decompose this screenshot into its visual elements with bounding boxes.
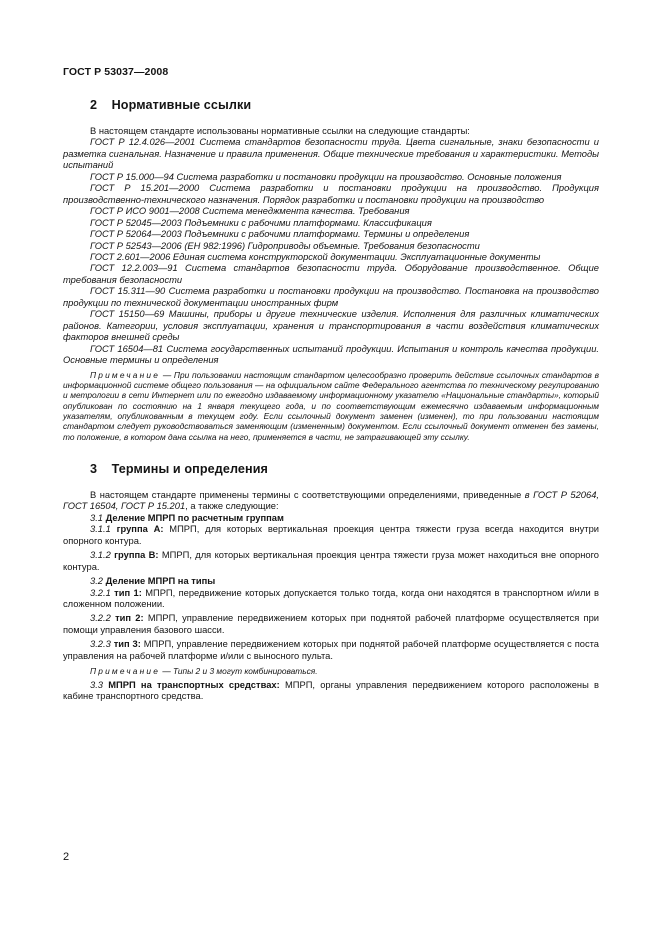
note-label: Примечание <box>90 369 161 380</box>
section-3-intro <box>63 490 599 513</box>
term-name: Деление МПРП на типы <box>105 576 216 587</box>
reference-item: ГОСТ Р 15.201—2000 Система разработки и постановки продукции на производство. Продукция производственно-технического назначения. Порядок разработки и постановки продукции на производство <box>63 183 599 205</box>
term-definition: МПРП, для которых вертикальная проекция центра тяжести груза всегда находится внутри опорного контура. <box>63 524 599 546</box>
note-label: Примечание <box>90 666 161 677</box>
note-text: — Типы 2 и 3 могут комбинироваться. <box>160 666 318 677</box>
section-3-heading <box>90 462 599 476</box>
term-number: 3.1 <box>90 512 103 523</box>
term-number: 3.3 <box>90 679 103 690</box>
section-3 <box>63 462 599 703</box>
term-number: 3.2.1 <box>90 587 111 598</box>
term-item <box>63 588 599 611</box>
note-text: — При пользовании настоящим стандартом целесообразно проверить действие ссылочных стандартов в информационной системе общего пользования — на официальном сайте Федерального агентства по техническому регулированию и метрологии в сети Интернет или по ежегодно издаваемому информационному указателю «Национальные стандарты», который опубликован по состоянию на 1 января текущего года, и по соответствующим ежемесячно издаваемым информационным указателям, опубликованным в текущем году. Если ссылочный документ заменен (изменен), то при пользовании настоящим стандартом следует руководствоваться заменяющим (измененным) документом. Если ссылочный документ отменен без замены, то положение, в котором дана ссылка на него, применяется в части, не затрагивающей эту ссылку. <box>63 369 599 442</box>
reference-item: ГОСТ 16504—81 Система государственных испытаний продукции. Испытания и контроль качества продукции. Основные термины и определения <box>63 343 599 366</box>
term-item <box>63 576 599 587</box>
reference-item: ГОСТ Р 12.4.026—2001 Система стандартов безопасности труда. Цвета сигнальные, знаки безопасности и разметка сигнальная. Назначение и правила применения. Общие технические требования и характеристики. Методы испытаний <box>63 137 599 171</box>
section-2-intro: В настоящем стандарте использованы нормативные ссылки на следующие стандарты: <box>90 126 470 136</box>
page-content <box>63 98 599 703</box>
section-2-note <box>63 370 599 442</box>
term-name: тип 1: <box>114 587 142 598</box>
term-item <box>63 550 599 573</box>
term-name: тип 3: <box>113 639 141 650</box>
intro-start: В настоящем стандарте применены термины с соответствующими определениями, приведенные <box>90 489 525 500</box>
section-2-number: 2 <box>90 98 98 112</box>
term-item <box>63 513 599 524</box>
reference-item: ГОСТ Р 52064—2003 Подъемники с рабочими платформами. Термины и определения <box>90 229 470 240</box>
reference-item: ГОСТ Р 52543—2006 (ЕН 982:1996) Гидроприводы объемные. Требования безопасности <box>90 240 480 251</box>
section-3-title: Термины и определения <box>111 461 268 476</box>
document-code-header: ГОСТ Р 53037—2008 <box>63 66 169 78</box>
reference-item: ГОСТ 12.2.003—91 Система стандартов безопасности труда. Оборудование производственное. Общие требования безопасности <box>63 263 599 285</box>
term-number: 3.2 <box>90 576 103 587</box>
term-number: 3.1.1 <box>90 524 111 535</box>
term-item <box>63 613 599 636</box>
term-number: 3.1.2 <box>90 550 111 561</box>
section-3-number: 3 <box>90 461 98 476</box>
reference-item: ГОСТ Р 52045—2003 Подъемники с рабочими платформами. Классификация <box>90 217 432 228</box>
intro-end: , а также следующие: <box>185 501 279 512</box>
reference-item: ГОСТ 2.601—2006 Единая система конструкторской документации. Эксплуатационные документы <box>90 251 541 262</box>
term-item <box>63 524 599 547</box>
term-name: группа А: <box>116 524 164 535</box>
term-name: группа В: <box>114 550 159 561</box>
term-number: 3.2.2 <box>90 613 111 624</box>
section-3-note <box>63 666 599 676</box>
section-2-heading <box>90 98 599 112</box>
reference-item: ГОСТ 15.311—90 Система разработки и постановки продукции на производство. Постановка на производство продукции по технической документации иностранных фирм <box>63 286 599 308</box>
term-definition: МПРП, для которых вертикальная проекция центра тяжести груза может находиться вне опорного контура. <box>63 550 599 572</box>
reference-item: ГОСТ 15150—69 Машины, приборы и другие технические изделия. Исполнения для различных климатических районов. Категории, условия эксплуатации, хранения и транспортирования в части воздействия климатических факторов внешней среды <box>63 309 599 343</box>
section-2-title: Нормативные ссылки <box>111 98 252 112</box>
term-definition: МПРП, управление передвижением которых при поднятой рабочей платформе осуществляется при помощи управления базового шасси. <box>63 613 600 635</box>
term-name: Деление МПРП по расчетным группам <box>105 512 284 523</box>
term-name: МПРП на транспортных средствах: <box>108 679 280 690</box>
term-definition: МПРП, органы управления передвижением которого расположены в кабине транспортного средства. <box>63 679 599 702</box>
intro-refs: в ГОСТ Р 52064, ГОСТ 16504, ГОСТ Р 15.201 <box>63 489 599 512</box>
term-number: 3.2.3 <box>90 639 111 650</box>
term-item <box>63 680 599 703</box>
term-definition: МПРП, передвижение которых допускается только тогда, когда они находятся в транспортном и/или в сложенном положении. <box>63 587 599 609</box>
reference-item: ГОСТ Р 15.000—94 Система разработки и постановки продукции на производство. Основные положения <box>90 171 562 182</box>
reference-item: ГОСТ Р ИСО 9001—2008 Система менеджмента качества. Требования <box>90 206 410 217</box>
term-definition: МПРП, управление передвижением которых при поднятой рабочей платформе осуществляется с поста управления на рабочей платформе и/или с выносного пульта. <box>63 639 599 661</box>
term-item <box>63 639 599 662</box>
page-number: 2 <box>63 851 70 863</box>
term-name: тип 2: <box>115 613 144 624</box>
